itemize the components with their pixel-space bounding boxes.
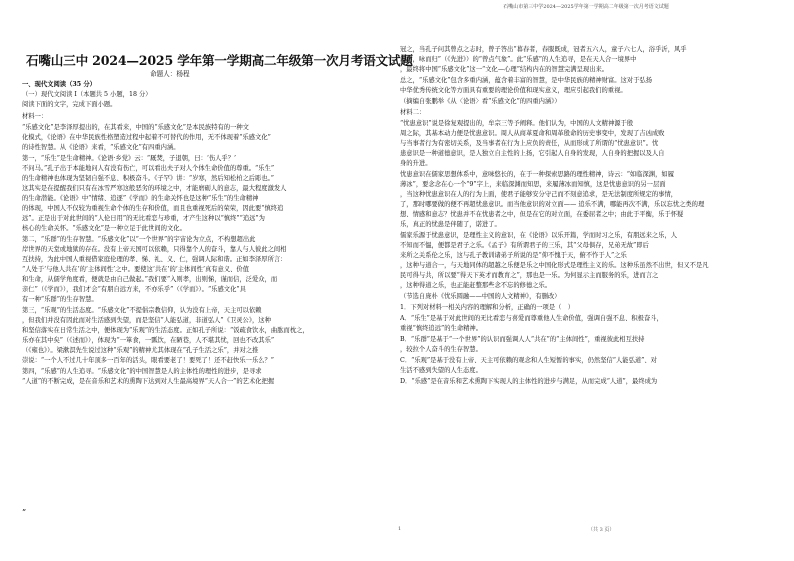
text-line: 舞雩，咏而归”（《先进》）的“曾点气象”。此“乐感”的人生追寻，是在天人合一境界中 (400, 56, 637, 63)
text-line: 来所之关系伦之乐，这与孔子教训诸弟子所说的是“仰不愧于天，俯不怍于人”之乐 (400, 252, 627, 259)
text-line: 乐，真正的忧患是伴随了，诺进了。 (400, 221, 501, 228)
text-line: 一、现代文阅读（35 分） (22, 81, 96, 88)
text-line: ，当这种忧患意识在人的行为上面，使君子能够安分守己而不刻意追求，是无法制度所规定的事情， (400, 191, 678, 198)
text-line: 亲仁”（《学而》），我们才会“有朋自远方来，不亦乐乎”（《学而》）。“乐感文化”具 (22, 286, 246, 293)
text-line: 的诗性智慧。从《论语》来看，“乐感文化”有四重内涵。 (22, 144, 180, 151)
text-line: （节选自庞朴《忧乐圆融——中国的人文精神》，有删改） (400, 293, 561, 300)
text-line: 周之际，其基本动力便是忧患意识。周人从商革夏命和周革殷命的历史事变中，发现了吉凶成败 (400, 130, 665, 137)
text-line: 第四，“乐感”的人生追寻。“乐感文化”的中国智慧是人的主体性的理性的进步，是寻求 (22, 368, 262, 375)
text-line: 和坚信落实在日常生活之中，便体现为“乐观”的生活态度。正如孔子所说：“饭疏食饮水，曲肱而枕之， (22, 327, 309, 334)
text-line: 薄冰”，要念念在心一个“9”字上，来临深渊而知思，来履薄冰而知慎，这是忧患意识的另一层面 (400, 181, 666, 188)
text-line: ，最终将中国“乐感文化”这一“文化—心理”结构内在的智慧完满呈现出来。 (400, 66, 609, 73)
text-line: 想、情感和意志？忧患并不在忧患者之中，但是在它的对立面，在委屈者之中；由此于平衡，乐于怀疑 (400, 211, 684, 218)
text-line: （一）现代文阅读 I（本题共 5 小题，18 分） (22, 91, 152, 98)
text-line: 儒家乐源于忧患意识，是理性主义的意识，在《论语》以乐开篇，学而时习之乐，有朋远来之乐，人 (400, 232, 678, 239)
page-title: 石嘴山三中 2024—2025 学年第一学期高二年级第一次月考语文试题 (26, 53, 413, 68)
text-line: 的生命精神也体现为坚韧自强不息、积极奋斗。《子罕》讲：“岁寒，然后知松柏之后彫也。” (22, 175, 275, 182)
text-line: 忧患意识在儒家思想体系中，意味悠长的，在于一种探索思路的理性精神，诗云：“如临深渊，如履 (400, 171, 674, 178)
text-line: 不问马。”孔子出于本能地问人有没有伤亡，可以看出夫子对人个体生命价值的尊重。“乐生” (22, 165, 275, 172)
text-line: “人道”的不断完成，是在音乐和艺术的熏陶下达到对人生最高境界“天人合一”的艺术化把握 (22, 378, 275, 385)
text-line: 材料二： (400, 109, 426, 116)
text-line: 中华优秀传统文化等方面具有重要的理论价值和现实意义，理应引起我们的重视。 (400, 87, 627, 94)
text-line: A．“乐生”是基于对此世间的无比看恋与喜爱而尊重他人生命价值，强调自强不息、积极奋斗， (400, 315, 663, 322)
text-line: 了，那时哪要做的便不再超忧患意识。而当他意识的对立面—— 追乐不满，哪能再次不满，乐以忘忧之类的理 (400, 201, 705, 208)
running-header: 石嘴山市第三中学2024—2025学年第一学期高二年级第一次月考语文试题 (503, 4, 669, 10)
text-line: 岸世界的天堂或地狱的存在。没有上帝天国可以依赖，只得靠个人的奋斗，靠人与人彼此之间相 (22, 246, 287, 253)
text-line: ，这种与道合一，与天地同体的超越之乐便是乐之中国化形式是理性主义的乐。这种乐虽然不出世，但又不是凡 (400, 262, 709, 269)
text-line: 和生命，从儒学角度看，便就是由自己做起。”我们要“入则孝，出则悌，谨而信，泛爱众，而 (22, 276, 278, 283)
text-line: D．“乐感”是在音乐和艺术熏陶下实现人的主体性的进步与满足，从而完成“人道”，最终成为 (400, 378, 658, 385)
author-line: 命题人：杨程 (150, 70, 190, 78)
text-line: 不知而不愠，便都是君子之乐。《孟子》有所谓君子的三乐，其“父母俱存，兄弟无故”即后 (400, 242, 649, 249)
text-line: 冠之，当孔子问其曾点之志时，曾子答出“暮春者，春服既成，冠者五六人，童子六七人，浴乎沂，风乎 (400, 46, 687, 53)
stray-mark: ” (22, 508, 27, 517)
text-line: 这其实是在提醒我们只有在冰雪严寒这般恶劣的环境之中，才能磨砺人的意志，最大程度激发人 (22, 185, 287, 192)
text-line: 1．下列对材料一相关内容的理解和分析，正确的一项是（ ） (400, 304, 575, 311)
text-line: 与当事者行为有密切关系，及当事者在行为上应负的责任，从而形成了所谓的“忧患意识”。忧 (400, 140, 659, 147)
text-line: “人处于‘与他人共在’的‘主体间性’之中。要使这‘共在’的‘主体间性’真有意义、价值 (22, 266, 250, 273)
text-line: 化模式，《论语》在中华民族性格塑造过程中起着不可替代的作用，无不体现着“乐感文化” (22, 134, 271, 141)
text-line: 崇说：“一个人不过几十年顶多一百年的活头，眼看要老了！要死了！还不赶快乐一乐么？” (22, 357, 275, 364)
text-line: 材料一： (22, 113, 48, 120)
text-line: ，这种得道之乐，也正能赶整那些念不忘的修德之乐。 (400, 282, 552, 289)
text-line: 远”。正是出于对此世间的“人伦日用”的无比看恋与珍重，才产生这种以“慎终”“追远”为 (22, 215, 265, 222)
text-line: 患意识是一种道德意识，是人独立自主性的上扬，它引起人自身的发现，人自身的把握以及人自 (400, 150, 665, 157)
text-line: 生活不感到失望的人生态度。 (400, 367, 482, 374)
text-line: 乐亦在其中矣”（《述而》），体现为“一箪食，一瓢饮，在陋巷，人不堪其忧，回也不改其乐” (22, 337, 275, 344)
text-line: C．“乐观”是基于没有上帝、天主可依赖的观念和人生短暂的事实，仍然坚信“人能弘道”、对 (400, 357, 657, 364)
text-line: ，但我们并没有因此而对生活感到失望，而是坚信“人能弘道，非道弘人”《卫灵公》，这种 (22, 317, 271, 324)
text-line: 核心的生命关怀。“乐感文化”是一种立足于此世间的文化。 (22, 225, 186, 232)
text-line: 身的升进。 (400, 160, 432, 167)
text-line: 的体现，中国人不仅较为重视生命个体的生存和价值，而且也重视死后的荣荣，因此要“慎终追 (22, 205, 284, 212)
text-line: 互扶持，为此中国人重视借家庭伦理的孝、悌、礼、义、仁，强调人际和谐。正如李泽厚所言： (22, 256, 287, 263)
text-line: （摘编自张鹏举《从〈论语〉看“乐感文化”的四重内涵》） (400, 98, 561, 105)
text-line: （《雍也》）。梁漱溟先生说过这种“乐观”的精神尤其体现在“孔子生活之乐”，并对之推 (22, 347, 259, 354)
text-line: 民可得与共，所以要“得天下英才而教育之”，那也是一乐。为何显示主而服务的乐，进而言之 (400, 272, 659, 279)
text-line: 有一种“乐群”的生存智慧。 (22, 296, 98, 303)
text-line: 第二，“乐群”的生存智慧。“乐感文化”以“一个世界”的宇宙论为立点，不构想超出此 (22, 236, 256, 243)
text-line: “乐感文化”是李泽厚提出的，在其看来，中国的“乐感文化”是本民族特有的一种文 (22, 124, 249, 131)
text-line: 第一，“乐生”是生命精神。《论语·乡党》云：“厩焚，子退朝，曰：‘伤人乎？’ (22, 155, 237, 162)
text-line: ，较拉个人奋斗的生存智慧。 (400, 346, 482, 353)
page-number: 1 (398, 526, 402, 532)
text-line: B．“乐群”是基于“一个世界”的认识而强调人人“共在”的“主体间性”，重视彼此相互扶持 (400, 336, 645, 343)
page-total: （共 3 页） (588, 527, 615, 533)
text-line: “忧患意识”说是徐复观提出的，牟宗三等予阐释。他们认为，中国的人文精神源于殷 (400, 120, 634, 127)
text-line: 阅读下面的文字，完成下面小题。 (22, 101, 117, 108)
text-line: 总之，“乐感文化”包含多重内涵，蕴含着丰富的智慧，是中华民族的精神财富。这对于弘扬 (400, 77, 653, 84)
text-line: 重视“慎终追远”的生命精神。 (400, 325, 483, 332)
text-line: 第三，“乐观”的生活态度。“乐感文化”不提倡宗教信仰，认为没有上帝，天主可以依赖 (22, 307, 262, 314)
text-line: 的生命潜能。《论语》中“情绪、追逐”《学而》的生命关怀也是这种“乐生”的生命精神 (22, 195, 259, 202)
